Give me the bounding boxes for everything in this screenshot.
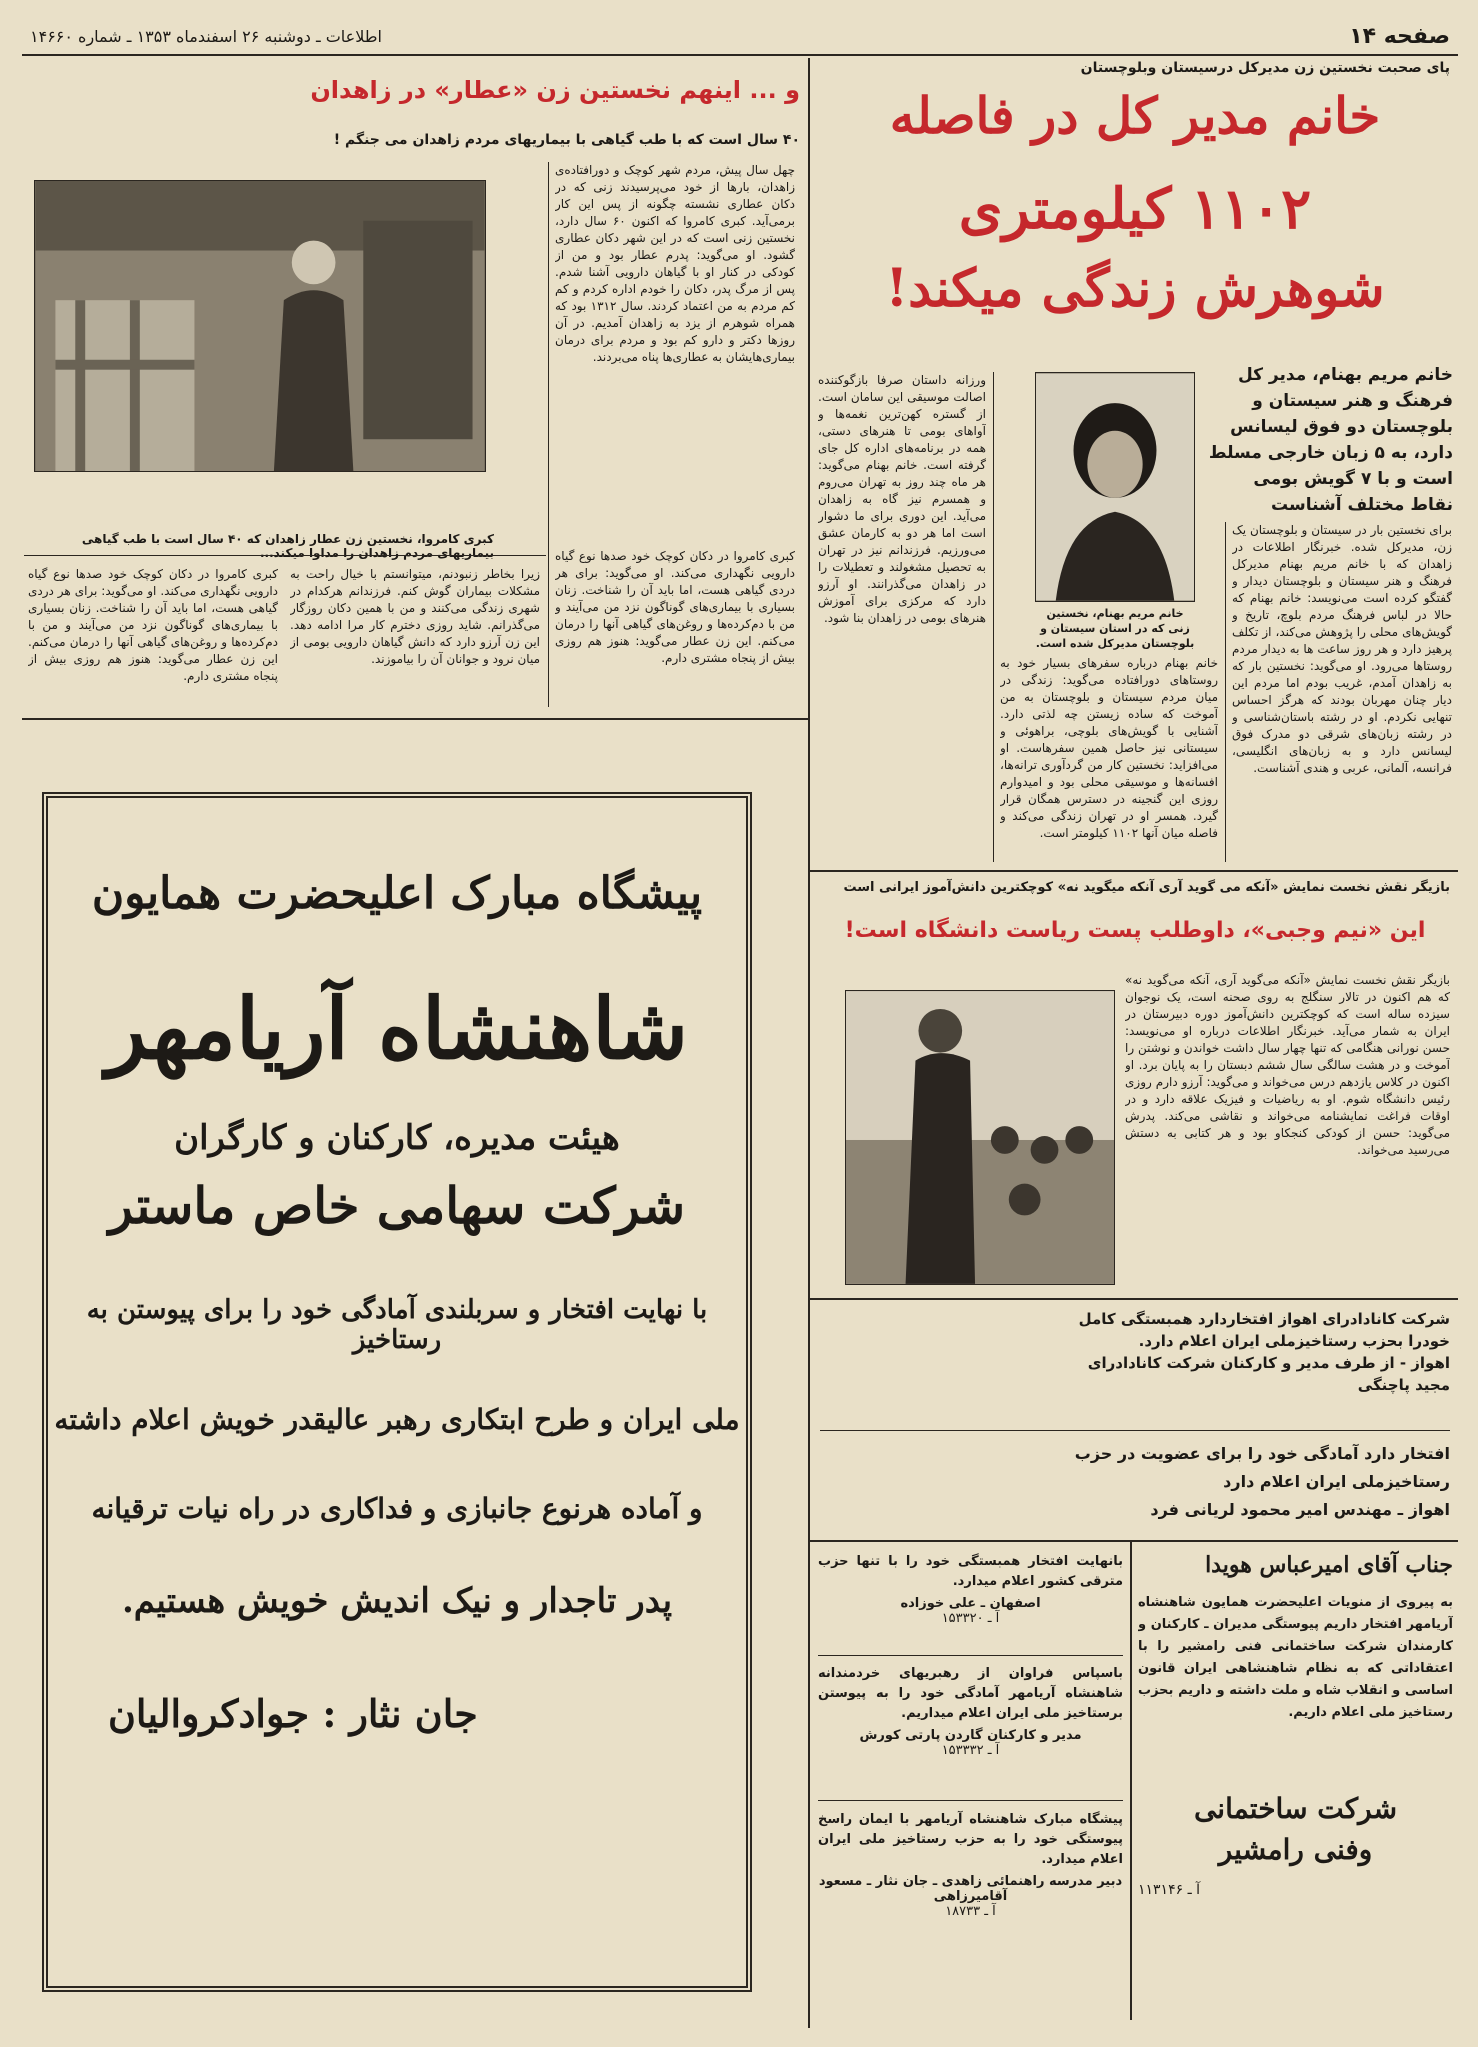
attar-headline: و ... اینهم نخستین زن «عطار» در زاهدان xyxy=(310,76,800,104)
section-divider-right-2 xyxy=(808,1298,1458,1300)
ahvaz-ad-line-1: شرکت کانادادرای اهواز افتخاردارد همبستگی کامل xyxy=(1078,1310,1450,1328)
royal-ad-line-6: ملی ایران و طرح ابتکاری رهبر عالیقدر خویش اعلام داشته xyxy=(54,1403,740,1436)
isfahan-ad xyxy=(818,1552,1123,1626)
isfahan-ad-code: آ ـ ۱۵۳۳۲۰ xyxy=(941,1611,1000,1626)
ahvaz-ad xyxy=(820,1308,1450,1396)
hoveyda-ad-company-2: وفنی رامشیر xyxy=(1218,1833,1373,1866)
ahvaz-ad-line-3: اهواز - از طرف مدیر و کارکنان شرکت کانادادرای xyxy=(1087,1354,1450,1372)
school-ad-sign: دبیر مدرسه راهنمائی زاهدی ـ جان نثار ـ مسعود آقامیرزاهی xyxy=(818,1874,1123,1904)
main-lead: خانم مریم بهنام، مدیر کل فرهنگ و هنر سیستان و بلوچستان دو فوق لیسانس دارد، به ۵ زبان خارجی مسلط است و با ۷ گویش بومی نقاط مختلف آشناست xyxy=(1208,365,1453,515)
portrait-image xyxy=(1036,373,1194,601)
kourosh-ad-sign: مدیر و کارکنان گاردن پارتی کورش xyxy=(859,1728,1082,1743)
main-headline-1: خانم مدیر کل در فاصله xyxy=(889,86,1381,145)
page-header xyxy=(22,18,1458,56)
attar-image xyxy=(35,181,485,471)
attar-col-4: کبری کامروا در دکان کوچک خود صدها نوع گیاه دارویی نگهداری می‌کند. او می‌گوید: برای هر دردی گیاهی هست، اما باید آن را شناخت. زنان بسیاری با بیماری‌های گوناگون نزد من می‌آیند و من با دم‌کرده‌ها و روغن‌های گیاهی آنها را درمان می‌کنم. این زن عطار می‌گوید: هنوز هم روزی بیش از پنجاه مشتری دارم. xyxy=(28,567,278,683)
royal-ad xyxy=(42,792,752,1992)
attar-caption: کبری کامروا، نخستین زن عطار زاهدان که ۴۰ سال است با طب گیاهی بیماریهای مردم زاهدان را مداوا میکند... xyxy=(81,532,494,560)
isfahan-ad-body: بانهایت افتخار همبستگی خود را با تنها حزب مترقی کشور اعلام میدارد. xyxy=(818,1554,1123,1589)
section-divider-left xyxy=(22,718,808,720)
student-kicker: بازیگر نقش نخست نمایش «آنکه می گوید آری آنکه میگوید نه» کوچکترین دانش‌آموز ایرانی است xyxy=(843,880,1450,895)
loriani-ad xyxy=(820,1440,1450,1524)
portrait-photo xyxy=(1035,372,1195,602)
attar-subhead: ۴۰ سال است که با طب گیاهی با بیماریهای مردم زاهدان می جنگم ! xyxy=(333,132,800,148)
page-number: صفحه ۱۴ xyxy=(1349,23,1450,49)
attar-col-3: زیرا بخاطر زنبودنم، میتوانستم با خیال راحت به مشکلات بیماران گوش کنم. فرزندانم هرکدام در شهری زندگی می‌کنند و من با همین دکان روزگار می‌گذرانم. شاید روزی دخترم کار مرا ادامه دهد. این زن آرزو دارد که دانش گیاهان دارویی بومی از میان نرود و جوانان آن را بیاموزند. xyxy=(290,567,540,666)
attar-col-1: چهل سال پیش، مردم شهر کوچک و دورافتاده‌ی زاهدان، بارها از خود می‌پرسیدند زنی که در دکان عطاری نشسته چگونه از پس این کار برمی‌آید. کبری کامروا که اکنون ۶۰ سال دارد، نخستین زنی است که در این شهر دکان عطاری گشود. او می‌گوید: پدرم عطار بود و من از کودکی در کنار او با گیاهان دارویی آشنا شدم. پس از مرگ پدر، دکان را خودم اداره کردم و کم کم مردم به من اعتماد کردند. سال ۱۳۱۲ بود که همراه شوهرم از یزد به زاهدان آمدیم. در آن روزها دکتر و دارو کم بود و مردم برای درمان بیماری‌هایشان به عطاری‌ها پناه می‌بردند. xyxy=(555,163,795,364)
school-ad-code: آ ـ ۱۸۷۳۳ xyxy=(945,1904,996,1919)
hoveyda-ad-body: به پیروی از منویات اعلیحضرت همایون شاهنشاه آریامهر افتخار داریم پیوستگی مدیران ـ کارکنان و کارمندان شرکت ساختمانی فنی رامشیر را با اعتقاداتی که به نظام شاهنشاهی ایران قانون اساسی و انقلاب شاه و ملت داشته و داریم بحزب رستاخیز ملی اعلام داریم. xyxy=(1138,1595,1453,1720)
student-photo xyxy=(845,990,1115,1285)
hoveyda-ad-title: جناب آقای امیرعباس هویدا xyxy=(1205,1552,1453,1578)
hoveyda-ad-code: آ ـ ۱۱۳۱۴۶ xyxy=(1138,1882,1201,1898)
loriani-ad-line-3: اهواز ـ مهندس امیر محمود لریانی فرد xyxy=(1150,1500,1450,1519)
kourosh-ad-code: آ ـ ۱۵۳۳۳۲ xyxy=(941,1743,1000,1758)
main-col-1: برای نخستین بار در سیستان و بلوچستان یک زن، مدیرکل شده. خبرنگار اطلاعات در زاهدان که با خانم مریم بهنام مدیرکل فرهنگ و هنر سیستان و بلوچستان دیدار و گفتگو کرده است می‌نویسد: خانم بهنام که حالا در لباس فرهنگ مردم بلوچ، تاریخ و گویش‌های محلی را پژوهش می‌کند، از تکلف پرهیز دارد و هر روز ساعت ها به دیدار مردم روستاها می‌رود. او می‌گوید: نخستین بار که به زاهدان آمدم، غریب بودم اما مردم این دیار چنان مهربان بودند که هرگز احساس تنهایی نکردم. او در رشته باستان‌شناسی و در رشته زبان‌های شرقی دو مدرک فوق لیسانس دارد و به زبان‌های انگلیسی، فرانسه، آلمانی، عربی و هندی آشناست. xyxy=(1232,523,1452,775)
hoveyda-ad xyxy=(1138,1552,1453,1898)
royal-ad-line-3: هیئت مدیره، کارکنان و کارگران xyxy=(174,1118,620,1158)
student-headline: این «نیم وجبی»، داوطلب پست ریاست دانشگاه است! xyxy=(844,918,1426,943)
royal-ad-line-4: شرکت سهامی خاص ماستر xyxy=(108,1176,686,1235)
royal-ad-line-7: و آماده هرنوع جانبازی و فداکاری در راه نیات ترقیانه xyxy=(91,1492,703,1525)
kourosh-ad-body: باسپاس فراوان از رهبریهای خردمندانه شاهنشاه آریامهر آمادگی خود را به پیوستن برستاخیز ملی ایران اعلام میداریم. xyxy=(818,1666,1123,1721)
royal-ad-line-5: با نهایت افتخار و سربلندی آمادگی خود را برای پیوستن به رستاخیز xyxy=(86,1295,708,1355)
isfahan-ad-sign: اصفهان ـ علی خوزاده xyxy=(900,1596,1041,1611)
portrait-caption: خانم مریم بهنام، نخستین زنی که در استان سیستان و بلوچستان مدیرکل شده است. xyxy=(1035,607,1195,650)
ahvaz-ad-line-4: مجید پاچنگی xyxy=(1357,1376,1450,1394)
royal-ad-line-8: پدر تاجدار و نیک اندیش خویش هستیم. xyxy=(121,1581,673,1621)
kourosh-ad xyxy=(818,1664,1123,1758)
student-col-1: بازیگر نقش نخست نمایش «آنکه می‌گوید آری، آنکه می‌گوید نه» که هم اکنون در تالار سنگلج به روی صحنه است، یک نوجوان سیزده ساله است که کوچکترین دانش‌آموز دوره دبیرستان در ایران به شمار می‌آید. خبرنگار اطلاعات درباره او می‌نویسد: حسن نورانی هنگامی که تنها چهار سال داشت خواندن و نوشتن را آموخت و در هشت سالگی سال ششم دبستان را به پایان برد. او اکنون در کلاس یازدهم درس می‌خواند و می‌گوید: آرزو دارم روزی رئیس دانشگاه شوم. او به ریاضیات و فیزیک علاقه دارد و در اوقات فراغت نمایشنامه می‌خواند و نقاشی می‌کند. پدرش می‌گوید: حسن از کودکی کنجکاو بود و هر کتابی به دستش می‌رسید می‌خواند. xyxy=(1125,973,1450,1157)
loriani-ad-line-1: افتخار دارد آمادگی خود را برای عضویت در حزب xyxy=(1074,1444,1450,1463)
main-headline-2: ۱۱۰۲ کیلومتری xyxy=(958,176,1312,242)
main-col-2: خانم بهنام درباره سفرهای بسیار خود به روستاهای دورافتاده می‌گوید: زندگی در میان مردم سیستان و بلوچستان به من آموخت که ساده زیستن چه لذتی دارد. آشنایی با گویش‌های بلوچی، براهوئی و سیستانی نیز حاصل همین سفرهاست. او می‌افزاید: نخستین کار من گردآوری ترانه‌ها، افسانه‌ها و موسیقی محلی بود و امیدوارم روزی این گنجینه در دسترس همگان قرار گیرد. همسر او در تهران زندگی می‌کند و فاصله میان آنها ۱۱۰۲ کیلومتر است. xyxy=(1000,656,1218,840)
main-headline-3: شوهرش زندگی میکند! xyxy=(885,258,1385,319)
royal-ad-line-2: شاهنشاه آریامهر xyxy=(105,979,689,1078)
section-divider-right-1 xyxy=(808,870,1458,872)
student-image xyxy=(846,991,1114,1284)
main-kicker: پای صحبت نخستین زن مدیرکل درسیستان وبلوچستان xyxy=(1080,60,1450,76)
hoveyda-ad-company-1: شرکت ساختمانی xyxy=(1193,1792,1398,1825)
attar-photo xyxy=(34,180,486,472)
loriani-ad-line-2: رستاخیزملی ایران اعلام دارد xyxy=(1223,1472,1450,1491)
ahvaz-ad-line-2: خودرا بحزب رستاخیزملی ایران اعلام دارد. xyxy=(1138,1332,1450,1350)
main-col-3: ورزانه داستان صرفا بازگوکننده اصالت موسیقی این سامان است. از گستره کهن‌ترین نغمه‌ها و آواهای بومی تا هنرهای دستی، همه در برنامه‌های اداره کل جای گرفته است. خانم بهنام می‌گوید: هر ماه چند روز به تهران می‌روم و همسرم نیز گاه به زاهدان می‌آید. این دوری برای ما دشوار است اما هر دو به کارمان عشق می‌ورزیم. فرزندانم نیز در تهران به تحصیل مشغولند و تعطیلات را در زاهدان می‌گذرانند. او آرزو دارد که مرکزی برای آموزش هنرهای بومی در زاهدان بنا شود. xyxy=(818,373,986,625)
attar-col-2: کبری کامروا در دکان کوچک خود صدها نوع گیاه دارویی نگهداری می‌کند. او می‌گوید: برای هر دردی گیاهی هست، اما باید آن را شناخت. زنان بسیاری با بیماری‌های گوناگون نزد من می‌آیند و من با دم‌کرده‌ها و روغن‌های گیاهی آنها را درمان می‌کنم. این زن عطار می‌گوید: هنوز هم روزی بیش از پنجاه مشتری دارم. xyxy=(555,549,795,665)
school-ad-body: پیشگاه مبارک شاهنشاه آریامهر با ایمان راسخ پیوستگی خود را به حزب رستاخیز ملی ایران اعلام میدارد. xyxy=(818,1812,1123,1867)
school-ad xyxy=(818,1810,1123,1919)
royal-ad-line-1: پیشگاه مبارک اعلیحضرت همایون xyxy=(91,868,703,919)
column-divider xyxy=(808,58,810,2028)
royal-ad-signature: جان نثار : جوادکروالیان xyxy=(108,1691,478,1736)
issue-info: اطلاعات ـ دوشنبه ۲۶ اسفندماه ۱۳۵۳ ـ شماره ۱۴۶۶۰ xyxy=(30,26,382,46)
